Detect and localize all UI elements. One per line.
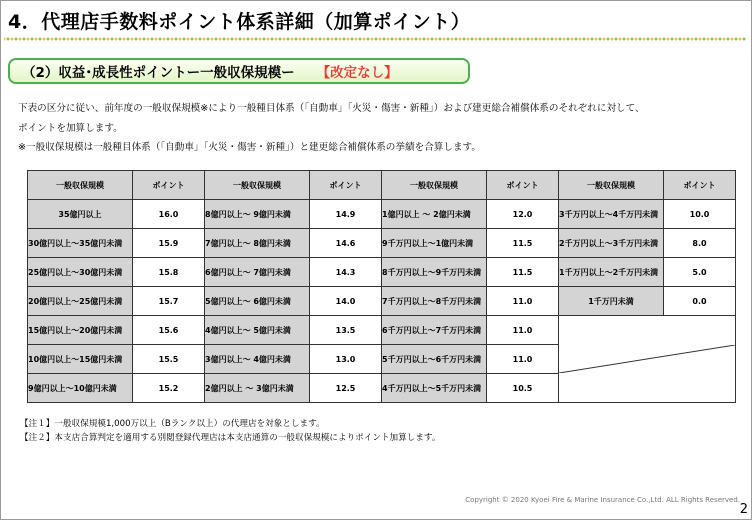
subtitle-text: （2）収益･成長性ポイントー一般収保規模ー [22, 65, 295, 81]
note-1: 【注１】一般収保規模1,000万以上（Bランク以上）の代理店を対象とします。 [20, 419, 325, 429]
scale-cell: 2億円以上 ～ 3億円未満 [205, 374, 310, 403]
point-cell: 16.0 [133, 200, 205, 229]
point-cell: 0.0 [664, 287, 736, 316]
scale-cell: 1億円以上 ～ 2億円未満 [382, 200, 487, 229]
scale-cell: 3千万円以上～4千万円未満 [559, 200, 664, 229]
point-cell: 10.0 [664, 200, 736, 229]
point-cell: 11.0 [487, 316, 559, 345]
point-cell: 15.8 [133, 258, 205, 287]
point-cell: 14.6 [310, 229, 382, 258]
scale-cell: 7千万円以上～8千万円未満 [382, 287, 487, 316]
points-table [27, 170, 736, 403]
point-cell: 10.5 [487, 374, 559, 403]
description-line-2: ポイントを加算します。 [18, 123, 123, 134]
point-cell: 13.5 [310, 316, 382, 345]
scale-cell: 2千万円以上～3千万円未満 [559, 229, 664, 258]
point-cell: 11.0 [487, 287, 559, 316]
note-2: 【注２】本支店合算判定を適用する別閲登録代理店は本支店通算の一般収保規模によりポイント加算します。 [20, 433, 441, 443]
header-point: ポイント [487, 171, 559, 200]
scale-cell: 8千万円以上～9千万円未満 [382, 258, 487, 287]
header-point: ポイント [664, 171, 736, 200]
page-number: 2 [739, 502, 748, 517]
point-cell: 8.0 [664, 229, 736, 258]
header-scale: 一般収保規模 [382, 171, 487, 200]
header-scale: 一般収保規模 [559, 171, 664, 200]
scale-cell: 30億円以上～35億円未満 [28, 229, 133, 258]
scale-cell: 6千万円以上～7千万円未満 [382, 316, 487, 345]
point-cell: 15.5 [133, 345, 205, 374]
table-row [28, 229, 736, 258]
description-line-3: ※一般収保規模は一般種目体系（「自動車」「火災・傷害・新種」）と建更総合補償体系の挙績を合算します。 [18, 142, 481, 153]
point-cell: 13.0 [310, 345, 382, 374]
diagonal-line [559, 345, 735, 373]
revision-tag: 【改定なし】 [316, 65, 398, 81]
dotted-divider [4, 36, 746, 42]
scale-cell: 20億円以上～25億円未満 [28, 287, 133, 316]
table-row [28, 258, 736, 287]
scale-cell: 1千万円以上～2千万円未満 [559, 258, 664, 287]
point-cell: 11.5 [487, 258, 559, 287]
header-point: ポイント [310, 171, 382, 200]
point-cell: 15.6 [133, 316, 205, 345]
scale-cell: 10億円以上～15億円未満 [28, 345, 133, 374]
scale-cell: 35億円以上 [28, 200, 133, 229]
page-title: 4．代理店手数料ポイント体系詳細（加算ポイント） [8, 11, 471, 33]
description-line-1: 下表の区分に従い、前年度の一般収保規模※により一般種目体系（「自動車」「火災・傷害・新種」）および建更総合補償体系のそれぞれに対して、 [18, 103, 645, 114]
point-cell: 12.0 [487, 200, 559, 229]
scale-cell: 4千万円以上～5千万円未満 [382, 374, 487, 403]
scale-cell: 9億円以上～10億円未満 [28, 374, 133, 403]
scale-cell: 1千万円未満 [559, 287, 664, 316]
scale-cell: 25億円以上～30億円未満 [28, 258, 133, 287]
scale-cell: 3億円以上～ 4億円未満 [205, 345, 310, 374]
table-row [28, 316, 736, 345]
scale-cell: 7億円以上～ 8億円未満 [205, 229, 310, 258]
table-row [28, 200, 736, 229]
header-scale: 一般収保規模 [205, 171, 310, 200]
section-subtitle [8, 58, 470, 84]
point-cell: 5.0 [664, 258, 736, 287]
scale-cell: 5千万円以上～6千万円未満 [382, 345, 487, 374]
empty-diagonal-cell [559, 316, 736, 403]
point-cell: 15.7 [133, 287, 205, 316]
header-scale: 一般収保規模 [28, 171, 133, 200]
point-cell: 14.9 [310, 200, 382, 229]
scale-cell: 4億円以上～ 5億円未満 [205, 316, 310, 345]
table-row [28, 287, 736, 316]
scale-cell: 5億円以上～ 6億円未満 [205, 287, 310, 316]
scale-cell: 15億円以上～20億円未満 [28, 316, 133, 345]
point-cell: 15.2 [133, 374, 205, 403]
point-cell: 14.3 [310, 258, 382, 287]
scale-cell: 9千万円以上～1億円未満 [382, 229, 487, 258]
table-header-row [28, 171, 736, 200]
point-cell: 11.5 [487, 229, 559, 258]
point-cell: 11.0 [487, 345, 559, 374]
point-cell: 12.5 [310, 374, 382, 403]
header-point: ポイント [133, 171, 205, 200]
copyright-text: Copyright © 2020 Kyoei Fire & Marine Insurance Co.,Ltd. ALL Rights Reserved. [465, 496, 740, 504]
point-cell: 14.0 [310, 287, 382, 316]
point-cell: 15.9 [133, 229, 205, 258]
scale-cell: 8億円以上～ 9億円未満 [205, 200, 310, 229]
scale-cell: 6億円以上～ 7億円未満 [205, 258, 310, 287]
